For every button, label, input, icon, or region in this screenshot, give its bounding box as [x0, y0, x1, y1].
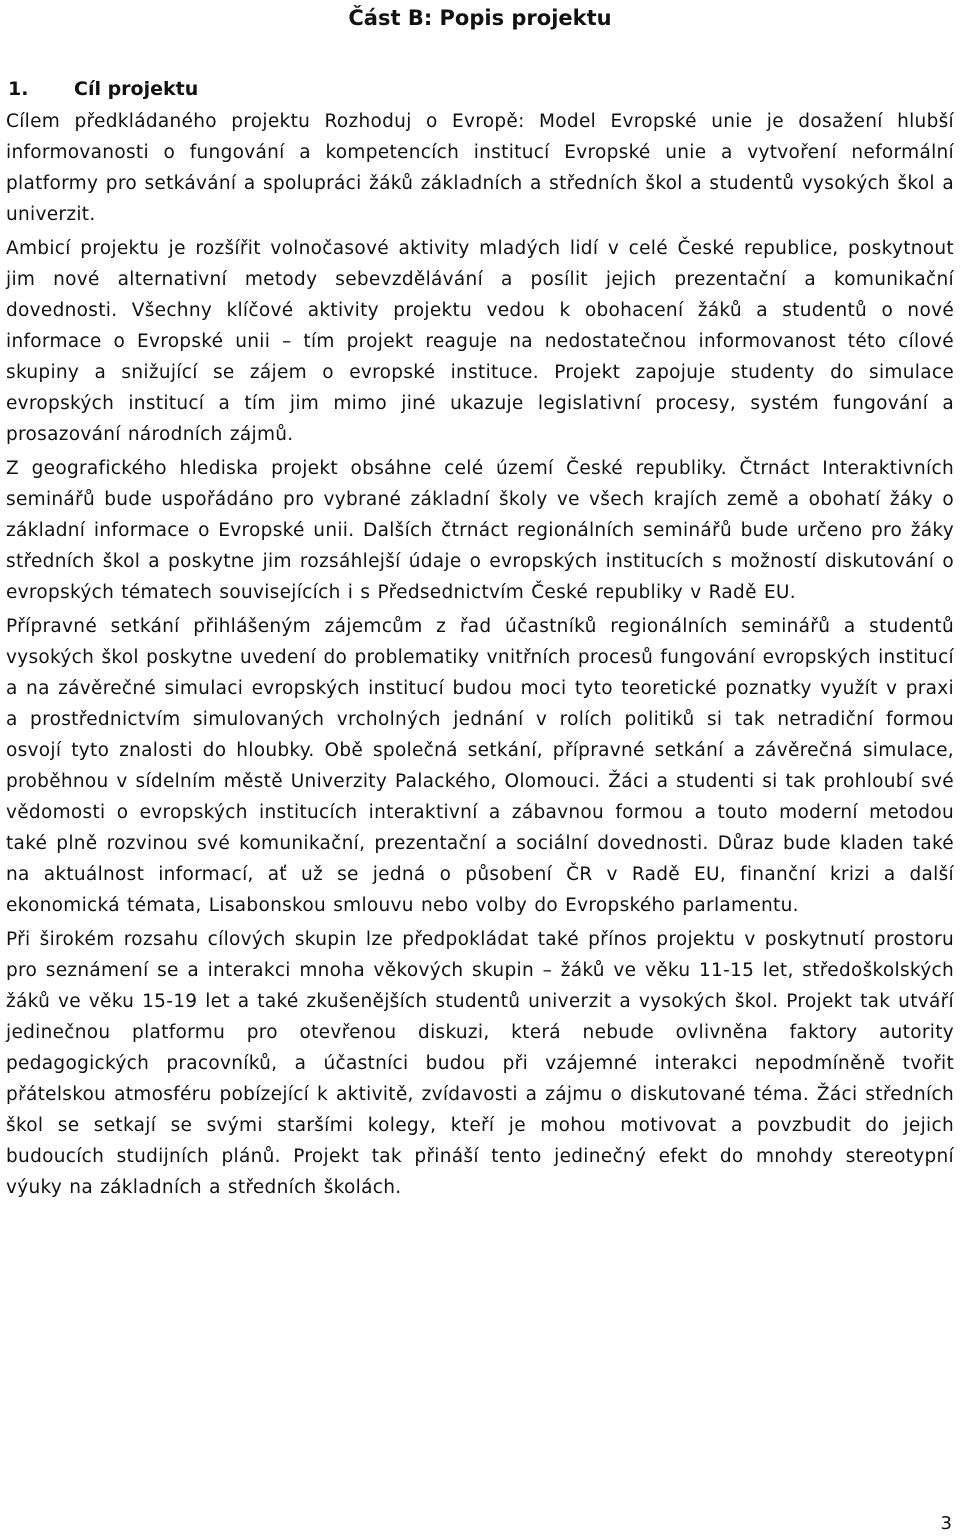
paragraph-preparatory-meeting: Přípravné setkání přihlášeným zájemcům z řad účastníků regionálních seminářů a studentů vysokých škol poskytne uvedení do problematiky vnitřních procesů fungování evropských institucí a na závěrečné simulaci evropských institucí budou moci tyto teoretické poznatky využít v praxi a prostřednictvím simulovaných vrcholných jednání v rolích politiků si tak netradiční formou osvojí tyto znalosti do hloubky. Obě společná setkání, přípravné setkání a závěrečná simulace, proběhnou v sídelním městě Univerzity Palackého, Olomouci. Žáci a studenti si tak prohloubí své vědomosti o evropských institucích interaktivní a zábavnou formou a touto moderní metodou také plně rozvinou své komunikační, prezentační a sociální dovednosti. Důraz bude kladen také na aktuálnost informací, ať už se jedná o působení ČR v Radě EU, finanční krizi a další ekonomická témata, Lisabonskou smlouvu nebo volby do Evropského parlamentu.	[6, 616, 954, 916]
section-number: 1.	[8, 78, 29, 100]
section-heading	[8, 74, 198, 104]
paragraph-project-goal: Cílem předkládaného projektu Rozhoduj o Evropě: Model Evropské unie je dosažení hlubší informovanosti o fungování a kompetencích institucí Evropské unie a vytvoření neformální platformy pro setkávání a spolupráci žáků základních a středních škol a studentů vysokých škol a univerzit.	[6, 111, 954, 225]
paragraph-geographic-scope: Z geografického hlediska projekt obsáhne celé území České republiky. Čtrnáct Interaktivních seminářů bude uspořádáno pro vybrané základní školy ve všech krajích země a obohatí žáky o základní informace o Evropské unii. Dalších čtrnáct regionálních seminářů bude určeno pro žáky středních škol a poskytne jim rozsáhlejší údaje o evropských institucích s možností diskutování o evropských tématech souvisejících i s Předsednictvím České republiky v Radě EU.	[6, 458, 954, 603]
paragraph-target-groups: Při širokém rozsahu cílových skupin lze předpokládat také přínos projektu v poskytnutí prostoru pro seznámení se a interakci mnoha věkových skupin – žáků ve věku 11-15 let, středoškolských žáků ve věku 15-19 let a také zkušenějších studentů univerzit a vysokých škol. Projekt tak utváří jedinečnou platformu pro otevřenou diskuzi, která nebude ovlivněna faktory autority pedagogických pracovníků, a účastníci budou při vzájemné interakci nepodmíněně tvořit přátelskou atmosféru pobízející k aktivitě, zvídavosti a zájmu o diskutované téma. Žáci středních škol se setkají se svými staršími kolegy, kteří je mohou motivovat a povzbudit do jejich budoucích studijních plánů. Projekt tak přináší tento jedinečný efekt do mnohdy stereotypní výuky na základních a středních školách.	[6, 929, 954, 1198]
page-number: 3	[940, 1513, 952, 1534]
paragraph-project-ambition: Ambicí projektu je rozšířit volnočasové aktivity mladých lidí v celé České republice, poskytnout jim nové alternativní metody sebevzdělávání a posílit jejich prezentační a komunikační dovednosti. Všechny klíčové aktivity projektu vedou k obohacení žáků a studentů o nové informace o Evropské unii – tím projekt reaguje na nedostatečnou informovanost této cílové skupiny a snižující se zájem o evropské instituce. Projekt zapojuje studenty do simulace evropských institucí a tím jim mimo jiné ukazuje legislativní procesy, systém fungování a prosazování národních zájmů.	[6, 238, 954, 445]
page-title: Část B: Popis projektu	[348, 6, 612, 30]
document-body	[6, 106, 954, 1206]
section-heading-text: Cíl projektu	[74, 78, 199, 100]
